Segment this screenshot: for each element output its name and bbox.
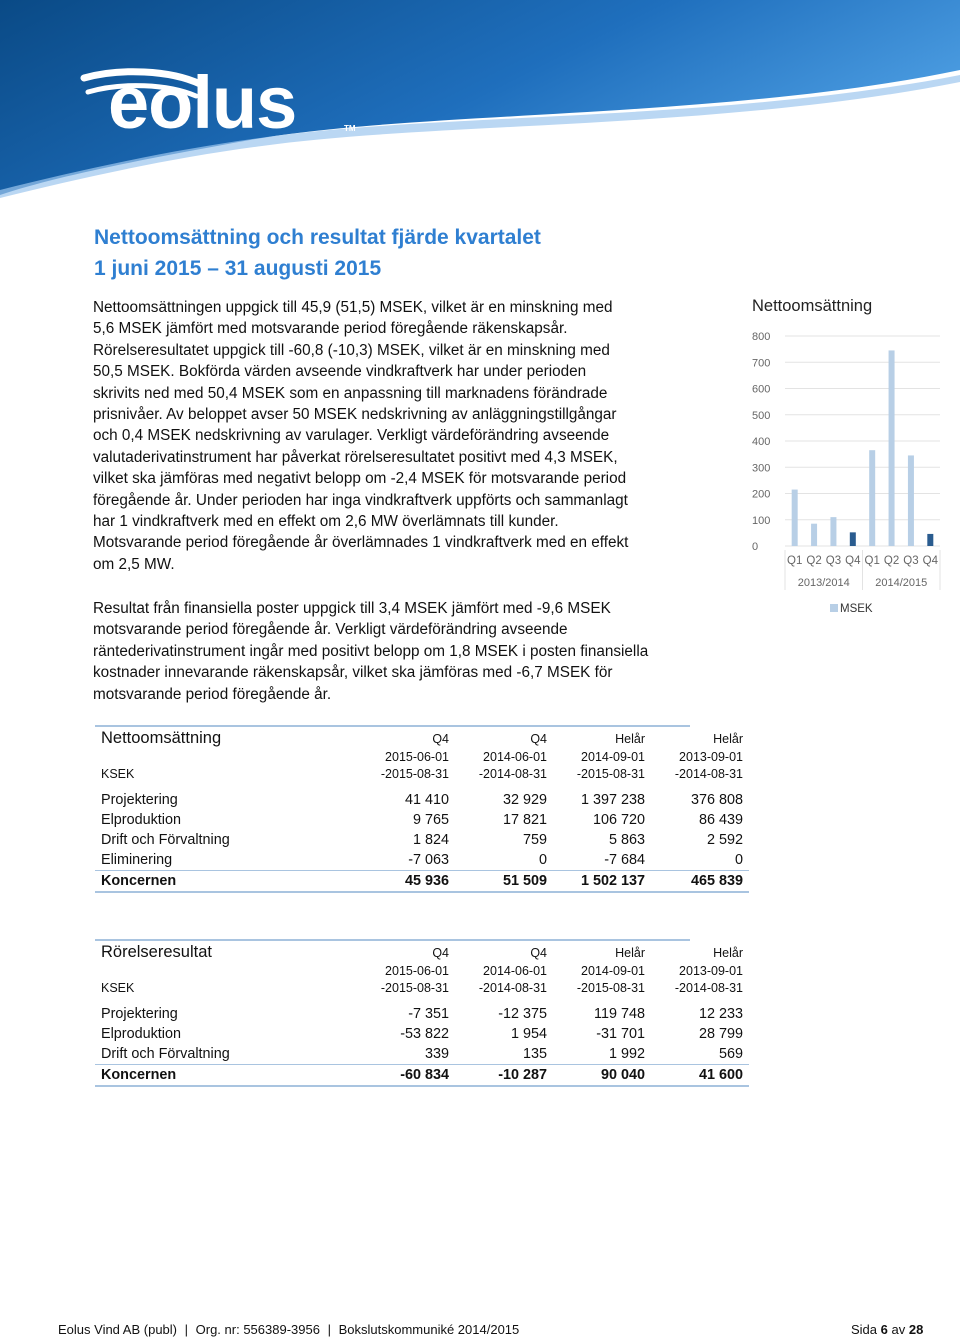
header-row [95,962,749,979]
x-tick-label: Q2 [806,555,822,567]
header-row [95,979,749,996]
paragraph-line: har 1 vindkraftverk med en effekt om 2,6 MW överlämnats till kunder. [93,513,559,531]
bar [830,517,836,546]
row-value: 12 233 [698,1006,743,1022]
paragraph-result [93,297,703,575]
footer-doc: Bokslutskommuniké 2014/2015 [338,1322,520,1337]
row-value: -7 063 [408,852,449,868]
table-row [95,1024,749,1044]
column-header: 2014-06-01 [483,963,547,978]
x-tick-label: Q3 [903,555,919,567]
column-header: Q4 [432,945,449,960]
x-tick-label: Q2 [883,555,900,567]
row-value: 106 720 [592,812,645,828]
header-row [95,765,749,782]
table-row [95,830,749,850]
column-header: 2014-09-01 [581,963,645,978]
column-header: 2013-09-01 [679,749,743,764]
total-value: 465 839 [690,873,743,889]
row-value: 376 808 [690,792,743,808]
table-title: Nettoomsättning [101,729,222,747]
row-label: Drift och Förvaltning [101,832,230,848]
row-value: -7 684 [604,852,645,868]
row-value: 569 [718,1046,743,1062]
header-row [95,729,749,748]
paragraph-line: prisnivåer. Av beloppet avser 50 MSEK nedskrivning av anläggningstillgångar [93,406,617,424]
column-header: -2014-08-31 [478,980,547,995]
row-value: 1 992 [608,1046,645,1062]
y-tick-label: 700 [752,357,771,370]
group-label: 2013/2014 [797,577,850,589]
table-row [95,1044,749,1065]
total-value: 51 509 [502,873,547,889]
bar [908,455,914,546]
total-value: 41 600 [698,1067,743,1083]
blank-cell [95,962,357,979]
column-header: Helår [615,731,645,746]
paragraph-line: valutaderivatinstrument har påverkat rörelseresultatet positivt med 4,3 MSEK, [93,448,618,466]
paragraph-line: Nettoomsättningen uppgick till 45,9 (51,5) MSEK, vilket är en minskning med [93,299,613,316]
section-subtitle: 1 juni 2015 – 31 augusti 2015 [94,257,382,280]
row-value: -12 375 [498,1006,547,1022]
column-header: 2013-09-01 [679,963,743,978]
bar [869,450,875,546]
header-row [95,943,749,962]
total-value: 45 936 [404,873,449,889]
paragraph-line: motsvarande period föregående år. [93,685,332,703]
row-label: Elproduktion [101,812,181,828]
chart-title: Nettoomsättning [752,297,873,315]
row-value: 0 [538,852,547,868]
page-mid: av [891,1322,906,1337]
paragraph-line: skrivits ned med 50,4 MSEK som en anpassning till marknadens förändrade [93,384,608,402]
column-header: -2015-08-31 [380,980,449,995]
column-header: -2015-08-31 [576,980,645,995]
table-row [95,810,749,830]
row-value: 1 397 238 [580,792,645,808]
total-row [95,1065,749,1087]
table-row [95,790,749,810]
total-label: Koncernen [101,873,177,889]
paragraph-line: vilket ska jämföras med negativt belopp om -2,4 MSEK för motsvarande period [93,470,627,488]
page-total: 28 [908,1322,924,1337]
footer-separator: | [184,1322,189,1337]
footer-company: Eolus Vind AB (publ) [58,1322,177,1337]
unit-label: KSEK [101,766,135,781]
y-tick-label: 800 [752,331,771,343]
spacer-row [95,782,749,790]
paragraph-line: och 0,4 MSEK nedskrivning av varulager. Verkligt värdeförändring avseende [93,427,610,445]
footer-page [851,1322,923,1337]
bar [792,490,798,546]
paragraph-line: motsvarande period föregående år. Verkligt värdeförändring avseende [93,621,568,639]
column-header: -2014-08-31 [674,980,743,995]
page-prefix: Sida [851,1322,878,1337]
y-tick-label: 100 [752,514,771,527]
x-tick-label: Q4 [922,555,938,567]
column-header: 2015-06-01 [385,963,449,978]
row-value: 9 765 [412,812,449,828]
column-header: -2014-08-31 [674,766,743,781]
row-label: Projektering [101,1006,178,1022]
column-header: 2014-09-01 [581,749,645,764]
paragraph-line: kostnader innevarande räkenskapsår, vilket ska jämföras med -6,7 MSEK för [93,664,613,682]
row-label: Eliminering [101,852,173,868]
row-value: 86 439 [698,812,743,828]
row-value: -31 701 [596,1026,645,1042]
bar [927,534,933,546]
paragraph-line: föregående år. Under perioden har inga vindkraftverk uppförts och sammanlagt [93,491,628,509]
table-row [95,850,749,871]
paragraph-line: 50,5 MSEK. Bokförda värden avseende vindkraftverk har under perioden [93,363,587,381]
column-header: Helår [713,731,743,746]
column-header: 2015-06-01 [385,749,449,764]
footer-org: Org. nr: 556389-3956 [195,1322,320,1337]
paragraph-line: Motsvarande period föregående år överlämnades 1 vindkraftverk med en effekt [93,534,629,552]
bar [889,350,895,546]
total-label: Koncernen [101,1067,177,1083]
row-label: Drift och Förvaltning [101,1046,230,1062]
page-number: 6 [880,1322,888,1337]
paragraph-line: Rörelseresultatet uppgick till -60,8 (-10,3) MSEK, vilket är en minskning med [93,341,610,359]
column-header: -2014-08-31 [478,766,547,781]
x-tick-label: Q4 [845,555,861,567]
row-value: 17 821 [502,812,547,828]
row-value: 339 [424,1046,449,1062]
row-value: 135 [522,1046,547,1062]
spacer-row [95,996,749,1004]
column-header: Q4 [530,945,547,960]
row-value: 2 592 [706,832,743,848]
y-tick-label: 0 [752,541,759,553]
header-row [95,748,749,765]
paragraph-line: 5,6 MSEK jämfört med motsvarande period föregående räkenskapsår. [93,320,568,338]
total-value: 90 040 [600,1067,645,1083]
y-tick-label: 300 [752,462,771,475]
paragraph-line: Resultat från finansiella poster uppgick till 3,4 MSEK jämfört med -9,6 MSEK [93,600,611,617]
section-title: Nettoomsättning och resultat fjärde kvartalet [94,226,541,249]
group-label: 2014/2015 [875,577,928,589]
legend-swatch [830,604,838,612]
row-value: 0 [734,852,743,868]
paragraph-line: om 2,5 MW. [93,555,175,573]
row-value: -53 822 [400,1026,449,1042]
eolus-logo: eolus [108,61,297,144]
row-value: 32 929 [502,792,547,808]
x-tick-label: Q3 [825,555,842,567]
table-row [95,1004,749,1024]
bar [811,524,817,546]
column-header: -2015-08-31 [576,766,645,781]
row-value: 1 824 [412,832,449,848]
x-tick-label: Q1 [864,555,880,567]
total-value: 1 502 137 [580,873,645,889]
row-value: 28 799 [698,1026,743,1042]
total-value: -10 287 [498,1067,547,1083]
paragraph-financial [93,598,703,705]
revenue-table [95,729,749,893]
column-header: Helår [713,945,743,960]
footer-separator: | [327,1322,331,1337]
column-header: Q4 [432,731,449,746]
table2-top-rule [95,939,690,941]
row-label: Projektering [101,792,178,808]
y-tick-label: 600 [752,383,771,396]
y-tick-label: 500 [752,409,771,422]
x-tick-label: Q1 [787,555,803,567]
table-title: Rörelseresultat [101,943,212,961]
total-value: -60 834 [400,1067,449,1083]
row-value: 41 410 [404,792,449,808]
legend-label: MSEK [840,603,873,615]
logo-trademark: TM [344,124,356,133]
row-value: -7 351 [408,1006,449,1022]
row-value: 1 954 [510,1026,547,1042]
row-value: 5 863 [608,832,645,848]
column-header: -2015-08-31 [380,766,449,781]
total-row [95,871,749,893]
operating-result-table [95,943,749,1087]
column-header: Q4 [530,731,547,746]
table1-top-rule [95,725,690,727]
column-header: Helår [615,945,645,960]
y-tick-label: 200 [752,488,771,501]
blank-cell [95,748,357,765]
row-label: Elproduktion [101,1026,181,1042]
paragraph-line: räntederivatinstrument ingår med positivt belopp om 1,8 MSEK i posten finansiella [93,642,649,660]
row-value: 119 748 [594,1006,645,1022]
bar [850,532,856,546]
revenue-chart [740,320,950,620]
row-value: 759 [522,832,547,848]
y-tick-label: 400 [752,436,771,448]
footer-left [58,1322,519,1337]
unit-label: KSEK [101,980,135,995]
column-header: 2014-06-01 [483,749,547,764]
